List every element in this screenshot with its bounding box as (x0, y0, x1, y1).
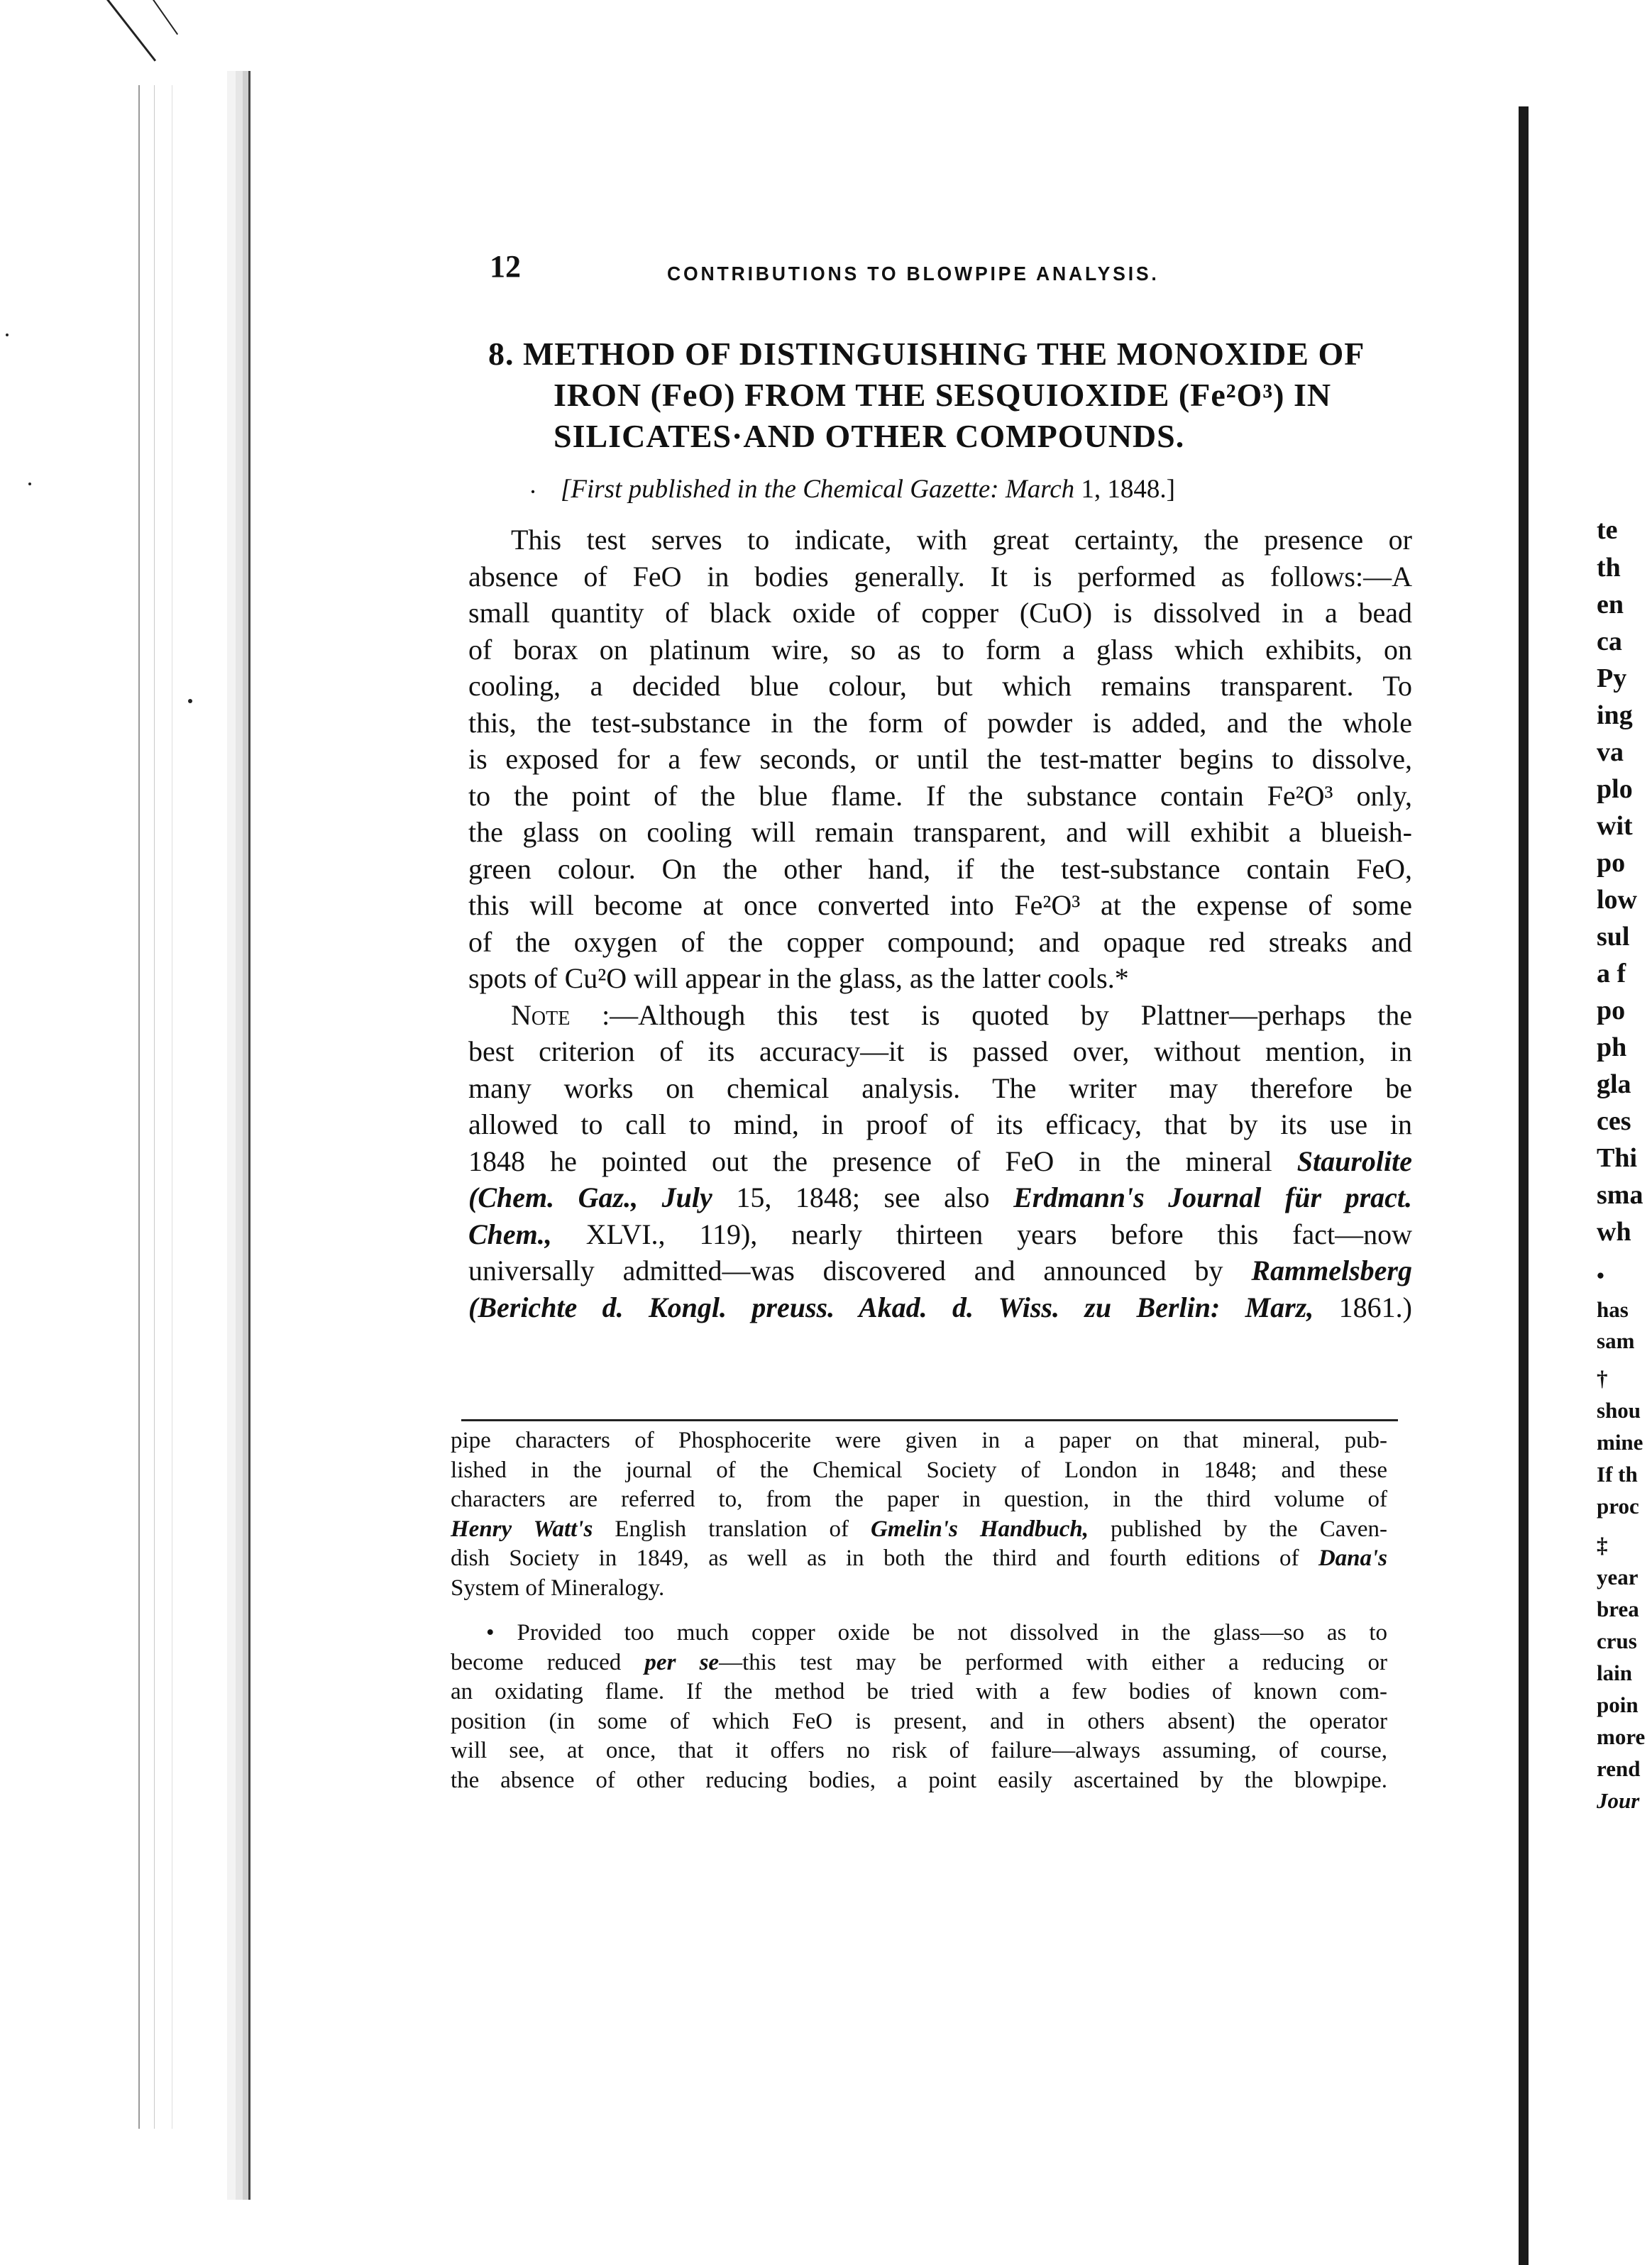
citation-text: [First published in the Chemical Gazette: March (561, 475, 1075, 504)
text-line: This test serves to indicate, with great certainty, the presence or (511, 524, 1412, 556)
footnote-line: dish Society in 1849, as well as in both the third and fourth editions of Dana's (451, 1545, 1388, 1571)
note-line: best criterion of its accuracy—it is passed over, without mention, in (468, 1035, 1412, 1067)
fragment: Py (1597, 663, 1627, 693)
note-line: many works on chemical analysis. The writer may therefore be (468, 1071, 1412, 1104)
footnote-line: become reduced per se—this test may be performed with either a reducing or (451, 1649, 1388, 1675)
fragment: th (1597, 553, 1621, 583)
text-line: spots of Cu²O will appear in the glass, as the latter cools.* (468, 962, 1129, 994)
fragment: rend (1597, 1756, 1641, 1781)
text-line: cooling, a decided blue colour, but which remains transparent. To (468, 670, 1412, 702)
fragment: sam (1597, 1328, 1635, 1353)
text-line: the glass on cooling will remain transparent, and will exhibit a blueish- (468, 816, 1412, 848)
citation-mark: · (529, 478, 537, 506)
footnote-line: characters are referred to, from the paper in question, in the third volume of (451, 1487, 1387, 1512)
fragment: year (1597, 1565, 1639, 1589)
note-line: (Chem. Gaz., July 15, 1848; see also Erdmann's Journal für pract. (468, 1181, 1413, 1213)
fragment: has (1597, 1297, 1629, 1322)
text-line: small quantity of black oxide of copper (CuO) is dissolved in a bead (468, 597, 1412, 629)
heading-line: IRON (FeO) FROM THE SESQUIOXIDE (Fe²O³) IN (554, 377, 1332, 413)
scan-artifact-line (153, 0, 178, 35)
mineral-name: Staurolite (1296, 1145, 1412, 1177)
footnote-line: Henry Watt's English translation of Gmelin's Handbuch, published by the Caven- (451, 1516, 1388, 1542)
text-line: of borax on platinum wire, so as to form a glass which exhibits, on (468, 633, 1412, 666)
facing-page-fragment (1597, 497, 1652, 2150)
scan-artifact-dot (28, 483, 31, 485)
heading-line: SILICATES·AND OTHER COMPOUNDS. (554, 418, 1185, 454)
page-number: 12 (490, 249, 521, 284)
fragment: sul (1597, 922, 1630, 952)
note-label: Note (511, 998, 571, 1031)
text-line: this, the test-substance in the form of powder is added, and the whole (468, 706, 1412, 739)
footnote-line: System of Mineralogy. (451, 1575, 665, 1601)
footnotes (451, 1426, 1387, 1795)
note-line: universally admitted—was discovered and announced by Rammelsberg (468, 1255, 1412, 1286)
fragment: va (1597, 737, 1624, 767)
footnote-line: lished in the journal of the Chemical Society of London in 1848; and these (451, 1457, 1387, 1483)
fragment: te (1597, 515, 1618, 545)
fragment: gla (1597, 1069, 1631, 1099)
note-line: Note :—Although this test is quoted by Plattner—perhaps the (511, 998, 1412, 1031)
fragment: low (1597, 885, 1637, 915)
text-line: of the oxygen of the copper compound; and opaque red streaks and (468, 925, 1412, 958)
book-spine (1519, 106, 1529, 2265)
fragment: • (1597, 1263, 1604, 1288)
text-line: green colour. On the other hand, if the test-substance contain FeO, (468, 852, 1412, 885)
body-text (468, 522, 1412, 1326)
text-line: this will become at once converted into Fe²O³ at the expense of some (468, 889, 1412, 921)
fragment: wh (1597, 1217, 1631, 1247)
footnote-line: • Provided too much copper oxide be not dissolved in the glass—so as to (486, 1620, 1387, 1646)
fragment: ca (1597, 627, 1622, 656)
publication-citation (561, 474, 1175, 505)
fragment: po (1597, 848, 1626, 878)
fragment: proc (1597, 1494, 1639, 1519)
heading-line: 8. METHOD OF DISTINGUISHING THE MONOXIDE OF (488, 336, 1365, 372)
note-line: allowed to call to mind, in proof of its efficacy, that by its use in (468, 1108, 1412, 1140)
fragment: more (1597, 1724, 1646, 1749)
fragment: If th (1597, 1462, 1638, 1487)
running-head (490, 248, 1242, 291)
footnote-rule (461, 1419, 1398, 1421)
footnote-line: the absence of other reducing bodies, a point easily ascertained by the blowpipe. (451, 1767, 1387, 1793)
running-title: CONTRIBUTIONS TO BLOWPIPE ANALYSIS. (667, 263, 1160, 285)
fragment: wit (1597, 811, 1633, 841)
fragment: † (1597, 1366, 1608, 1391)
citation-date: 1, 1848.] (1081, 475, 1175, 504)
fragment: mine (1597, 1430, 1643, 1455)
fragment: sma (1597, 1180, 1643, 1210)
footnote-line: will see, at once, that it offers no risk of failure—always assuming, of course, (451, 1738, 1387, 1763)
fragment: ‡ (1597, 1533, 1608, 1558)
section-heading (488, 334, 1425, 457)
fragment: brea (1597, 1597, 1639, 1621)
fragment: Thi (1597, 1143, 1638, 1173)
fragment: ing (1597, 700, 1633, 730)
fragment: a f (1597, 959, 1626, 988)
fragment: shou (1597, 1398, 1641, 1423)
fragment: Jour (1597, 1788, 1640, 1813)
note-line: (Berichte d. Kongl. preuss. Akad. d. Wiss. zu Berlin: Marz, 1861.) (468, 1291, 1412, 1323)
text-line: is exposed for a few seconds, or until the test-matter begins to dissolve, (468, 743, 1412, 775)
note-line: 1848 he pointed out the presence of FeO in the mineral Staurolite (468, 1145, 1412, 1177)
note-line: Chem., XLVI., 119), nearly thirteen years before this fact—now (468, 1218, 1412, 1250)
footnote-line: position (in some of which FeO is present, and in others absent) the operator (451, 1708, 1387, 1734)
fragment: lain (1597, 1660, 1632, 1685)
fragment: crus (1597, 1629, 1637, 1653)
text-line: absence of FeO in bodies generally. It is performed as follows:—A (468, 560, 1412, 593)
footnote-line: pipe characters of Phosphocerite were given in a paper on that mineral, pub- (451, 1428, 1387, 1453)
scan-artifact-dot (6, 334, 9, 336)
fragment: ces (1597, 1106, 1631, 1136)
fragment: po (1597, 996, 1626, 1025)
fragment: ph (1597, 1032, 1627, 1062)
fragment: en (1597, 590, 1624, 619)
footnote-star (451, 1619, 1387, 1795)
fragment: plo (1597, 774, 1633, 804)
text-line: to the point of the blue flame. If the substance contain Fe²O³ only, (468, 779, 1412, 812)
fragment: poin (1597, 1692, 1639, 1717)
footnote-line: an oxidating flame. If the method be tried with a few bodies of known com- (451, 1679, 1387, 1704)
scan-artifact-line (106, 0, 156, 62)
page-edges (138, 85, 246, 2129)
